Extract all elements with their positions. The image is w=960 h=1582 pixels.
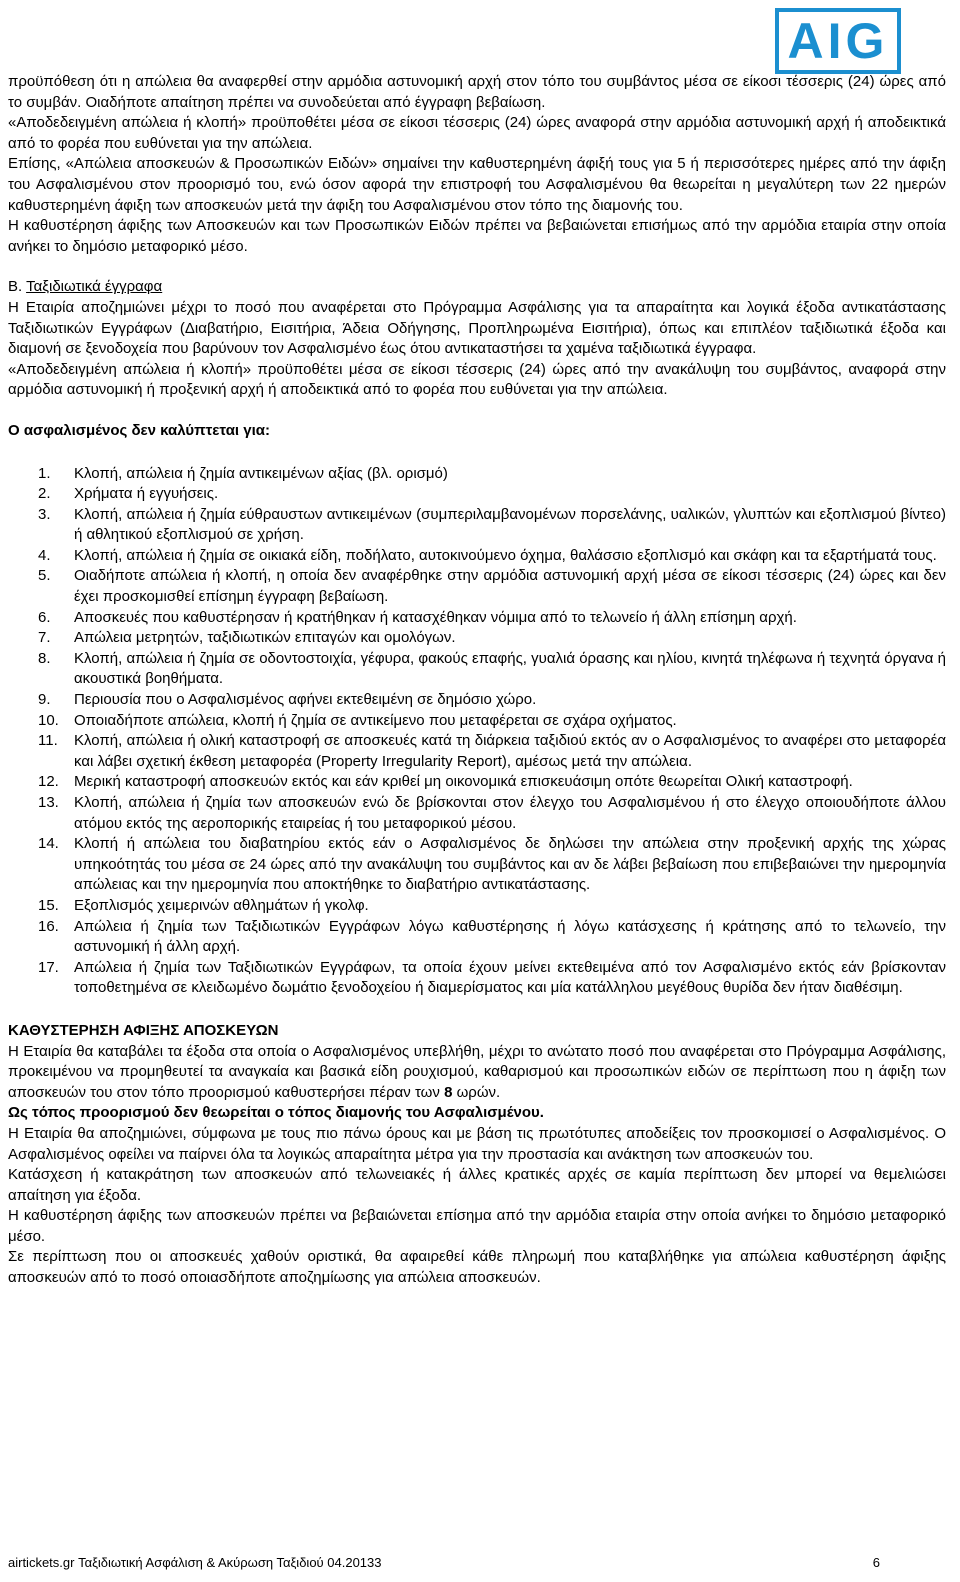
list-item-text: Χρήματα ή εγγυήσεις. [74, 485, 219, 503]
intro-paragraph: «Αποδεδειγμένη απώλεια ή κλοπή» προϋποθέτει μέσα σε είκοσι τέσσερις (24) ώρες αναφορά στην αρμόδια αστυνομική αρχή ή αποδεικτικά από το φορέα που ευθύνεται για την απώλεια. [8, 114, 946, 152]
list-item [8, 917, 946, 958]
list-item [8, 711, 946, 732]
delay-paragraph [8, 1042, 946, 1104]
section-b-title [8, 277, 946, 298]
list-item [8, 546, 946, 567]
delay-paragraph: Η καθυστέρηση άφιξης των αποσκευών πρέπει να βεβαιώνεται επίσημα από την αρμόδια εταιρία στην οποία ανήκει το δημόσιο μεταφορικό μέσο. [8, 1207, 946, 1245]
intro-paragraph: προϋπόθεση ότι η απώλεια θα αναφερθεί στην αρμόδια αστυνομική αρχή στον τόπο του συμβάντος μέσα σε είκοσι τέσσερις (24) ώρες από το συμβάν. Οιαδήποτε απαίτηση πρέπει να συνοδεύεται από έγγραφη βεβαίωση. [8, 73, 946, 111]
list-item-text: Οποιαδήποτε απώλεια, κλοπή ή ζημία σε αντικείμενο που μεταφέρεται σε σχάρα οχήματος. [74, 711, 677, 729]
list-item-text: Περιουσία που ο Ασφαλισμένος αφήνει εκτεθειμένη σε δημόσιο χώρο. [74, 691, 537, 709]
list-item-number: 16. [38, 917, 59, 935]
aig-logo [775, 8, 901, 74]
section-b-prefix: Β. [8, 278, 27, 296]
section-b-title-text: Ταξιδιωτικά έγγραφα [26, 278, 163, 296]
list-item [8, 731, 946, 772]
footer-text: airtickets.gr Ταξιδιωτική Ασφάλιση & Ακύρωση Ταξιδιού 04.20133 [8, 1555, 382, 1570]
page-number: 6 [872, 1555, 880, 1570]
section-b-paragraph: Η Εταιρία αποζημιώνει μέχρι το ποσό που αναφέρεται στο Πρόγραμμα Ασφάλισης για τα απαραίτητα και λογικά έξοδα αντικατάστασης Ταξιδιωτικών Εγγράφων (Διαβατήριο, Εισιτήρια, Άδεια Οδήγησης, Προπληρωμένα Εισιτήρια), όπως και επιπλέον ταξιδιωτικά έξοδα και διαμονή σε ξενοδοχεία που βαρύνουν τον Ασφαλισμένο έως ότου αντικαταστήσει τα χαμένα ταξιδιωτικά έγγραφα. [8, 298, 946, 358]
list-item-text: Απώλεια ή ζημία των Ταξιδιωτικών Εγγράφων λόγω καθυστέρησης ή λόγω κατάσχεσης ή κράτησης από το τελωνείο, την αστυνομική ή άλλη αρχή. [74, 917, 946, 956]
exclusions-heading: Ο ασφαλισμένος δεν καλύπτεται για: [8, 421, 270, 439]
delay-paragraph-text: Η Εταιρία θα καταβάλει τα έξοδα στα οποία ο Ασφαλισμένος υπεβλήθη, μέχρι το ανώτατο ποσό που αναφέρεται στο Πρόγραμμα Ασφάλισης, προκειμένου να προμηθευτεί τα αναγκαία και βασικά είδη ρουχισμού, καθαρισμού και προσωπικών ειδών σε περίπτωση που η άφιξη των αποσκευών του στον τόπο προορισμού καθυστερήσει πέραν των [8, 1042, 946, 1101]
delay-paragraph: Η Εταιρία θα αποζημιώνει, σύμφωνα με τους πιο πάνω όρους και με βάση τις πρωτότυπες αποδείξεις τον προσκομισεί ο Ασφαλισμένος. Ο Ασφαλισμένος οφείλει να παίρνει όλα τα λογικώς απαραίτητα μέτρα για την προστασία και ανάκτηση των αποσκευών του. [8, 1124, 946, 1163]
list-item [8, 896, 946, 917]
list-item-text: Κλοπή, απώλεια ή ολική καταστροφή σε αποσκευές κατά τη διάρκεια ταξιδιού εκτός αν ο Ασφαλισμένος το αναφέρει στο μεταφορέα και λάβει σχετική έκθεση μεταφορέα (Property Irregularity Report), αμέσως μετά την απώλεια. [74, 732, 946, 770]
list-item-number: 1. [38, 464, 51, 482]
intro-paragraph: Επίσης, «Απώλεια αποσκευών & Προσωπικών Ειδών» σημαίνει την καθυστερημένη άφιξή τους για 5 ή περισσότερες ημέρες από την άφιξη του Ασφαλισμένου στον προορισμό του, ενώ όσον αφορά την επιστροφή του Ασφαλισμένου θα θεωρείται η μεγαλύτερη των 22 ημερών καθυστερημένη άφιξη των αποσκευών μετά την άφιξη του Ασφαλισμένου στον τόπο της διαμονής του. [8, 155, 946, 214]
exclusions-list [8, 464, 946, 999]
list-item-number: 3. [38, 505, 51, 523]
list-item-text: Αποσκευές που καθυστέρησαν ή κρατήθηκαν ή κατασχέθηκαν νόμιμα από το τελωνείο ή άλλη επίσημη αρχή. [74, 608, 797, 626]
list-item-text: Κλοπή, απώλεια ή ζημία σε οδοντοστοιχία, γέφυρα, φακούς επαφής, γυαλιά όρασης και ηλίου, κινητά τηλέφωνα ή τεχνητά όργανα ή ακουστικά βοηθήματα. [74, 649, 946, 688]
list-item-text: Κλοπή, απώλεια ή ζημία των αποσκευών ενώ δε βρίσκονται στον έλεγχο του Ασφαλισμένου ή στο έλεγχο οποιουδήποτε άλλου ατόμου εκτός της αεροπορικής εταιρείας ή του μεταφορικού μέσου. [74, 794, 946, 832]
list-item [8, 608, 946, 629]
list-item-number: 12. [38, 773, 59, 791]
list-item-number: 4. [38, 546, 51, 564]
delay-paragraph-end: ωρών. [452, 1083, 501, 1101]
list-item [8, 793, 946, 834]
page-footer [8, 1555, 946, 1570]
list-item [8, 505, 946, 546]
list-item-text: Απώλεια ή ζημία των Ταξιδιωτικών Εγγράφων, τα οποία έχουν μείνει εκτεθειμένα από τον Ασφαλισμένο εκτός εάν βρίσκονταν τοποθετημένα σε κλειδωμένο δωμάτιο ξενοδοχείου ή διαμερίσματος και μία κατάλληλου μεγέθους θυρίδα δεν ήταν διαθέσιμη. [74, 958, 946, 997]
delay-bold-note: Ως τόπος προορισμού δεν θεωρείται ο τόπος διαμονής του Ασφαλισμένου. [8, 1104, 544, 1122]
list-item [8, 566, 946, 607]
list-item [8, 628, 946, 649]
aig-logo-text: AIG [787, 13, 889, 69]
list-item [8, 484, 946, 505]
list-item [8, 464, 946, 485]
list-item-number: 2. [38, 485, 51, 503]
list-item [8, 649, 946, 690]
list-item-text: Μερική καταστροφή αποσκευών εκτός και εάν κριθεί μη οικονομικά επισκευάσιμη οπότε θεωρείται Ολική καταστροφή. [74, 773, 853, 791]
list-item-number: 10. [38, 711, 59, 729]
intro-paragraph: Η καθυστέρηση άφιξης των Αποσκευών και των Προσωπικών Ειδών πρέπει να βεβαιώνεται επισήμως από την αρμόδια εταιρία στην οποία ανήκει το δημόσιο μεταφορικό μέσο. [8, 217, 946, 255]
delay-paragraph: Κατάσχεση ή κατακράτηση των αποσκευών από τελωνειακές ή άλλες κρατικές αρχές σε καμία περίπτωση δεν μπορεί να θεμελιώσει απαίτηση για έξοδα. [8, 1166, 946, 1204]
list-item [8, 958, 946, 999]
list-item-number: 15. [38, 896, 59, 914]
delay-hours: 8 [444, 1083, 453, 1101]
delay-paragraph: Σε περίπτωση που οι αποσκευές χαθούν οριστικά, θα αφαιρεθεί κάθε πληρωμή που καταβλήθηκε για απώλεια καθυστέρηση άφιξης αποσκευών από το ποσό οποιασδήποτε αποζημίωσης για απώλεια αποσκευών. [8, 1248, 946, 1287]
list-item-number: 7. [38, 629, 51, 647]
list-item-text: Κλοπή, απώλεια ή ζημία σε οικιακά είδη, ποδήλατο, αυτοκινούμενο όχημα, θαλάσσιο εξοπλισμό και σκάφη και τα εξαρτήματά τους. [74, 546, 937, 564]
list-item-number: 9. [38, 691, 51, 709]
list-item-number: 8. [38, 649, 51, 667]
section-b-paragraph: «Αποδεδειγμένη απώλεια ή κλοπή» προϋποθέτει μέσα σε είκοσι τέσσερις (24) ώρες από την ανακάλυψη του συμβάντος, αναφορά στην αρμόδια αστυνομική ή προξενική αρχή ή αποδεικτικά από το φορέα που ευθύνεται για την απώλεια. [8, 360, 946, 399]
list-item-number: 6. [38, 608, 51, 626]
document-body [8, 72, 946, 1289]
list-item [8, 772, 946, 793]
list-item-number: 5. [38, 567, 51, 585]
list-item-number: 11. [38, 732, 58, 750]
list-item-text: Κλοπή, απώλεια ή ζημία εύθραυστων αντικειμένων (συμπεριλαμβανομένων πορσελάνης, υαλικών, γλυπτών και εξοπλισμού βίντεο) ή αθλητικού εξοπλισμού σε χρήση. [74, 505, 946, 544]
list-item-number: 14. [38, 835, 59, 853]
list-item [8, 834, 946, 896]
list-item-text: Οιαδήποτε απώλεια ή κλοπή, η οποία δεν αναφέρθηκε στην αρμόδια αστυνομική αρχή μέσα σε είκοσι τέσσερις (24) ώρες και δεν έχει προσκομισθεί επίσημη έγγραφη βεβαίωση. [74, 567, 946, 606]
list-item [8, 690, 946, 711]
list-item-text: Εξοπλισμός χειμερινών αθλημάτων ή γκολφ. [74, 896, 369, 914]
delay-heading: ΚΑΘΥΣΤΕΡΗΣΗ ΑΦΙΞΗΣ ΑΠΟΣΚΕΥΩΝ [8, 1021, 279, 1039]
list-item-text: Κλοπή, απώλεια ή ζημία αντικειμένων αξίας (βλ. ορισμό) [74, 464, 448, 482]
list-item-number: 17. [38, 958, 59, 976]
list-item-text: Απώλεια μετρητών, ταξιδιωτικών επιταγών και ομολόγων. [74, 629, 456, 647]
list-item-number: 13. [38, 794, 59, 811]
list-item-text: Κλοπή ή απώλεια του διαβατηρίου εκτός εάν ο Ασφαλισμένος δε δηλώσει την απώλεια στην προξενική αρχής της χώρας υπηκοότητάς του μέσα σε 24 ώρες από την ανακάλυψη του συμβάντος και αν δε λάβει βεβαίωση που επιβεβαιώνει την ημερομηνία απώλειας και την ημερομηνία που αποκτήθηκε το διαβατήριο αντικατάστασης. [74, 835, 946, 894]
